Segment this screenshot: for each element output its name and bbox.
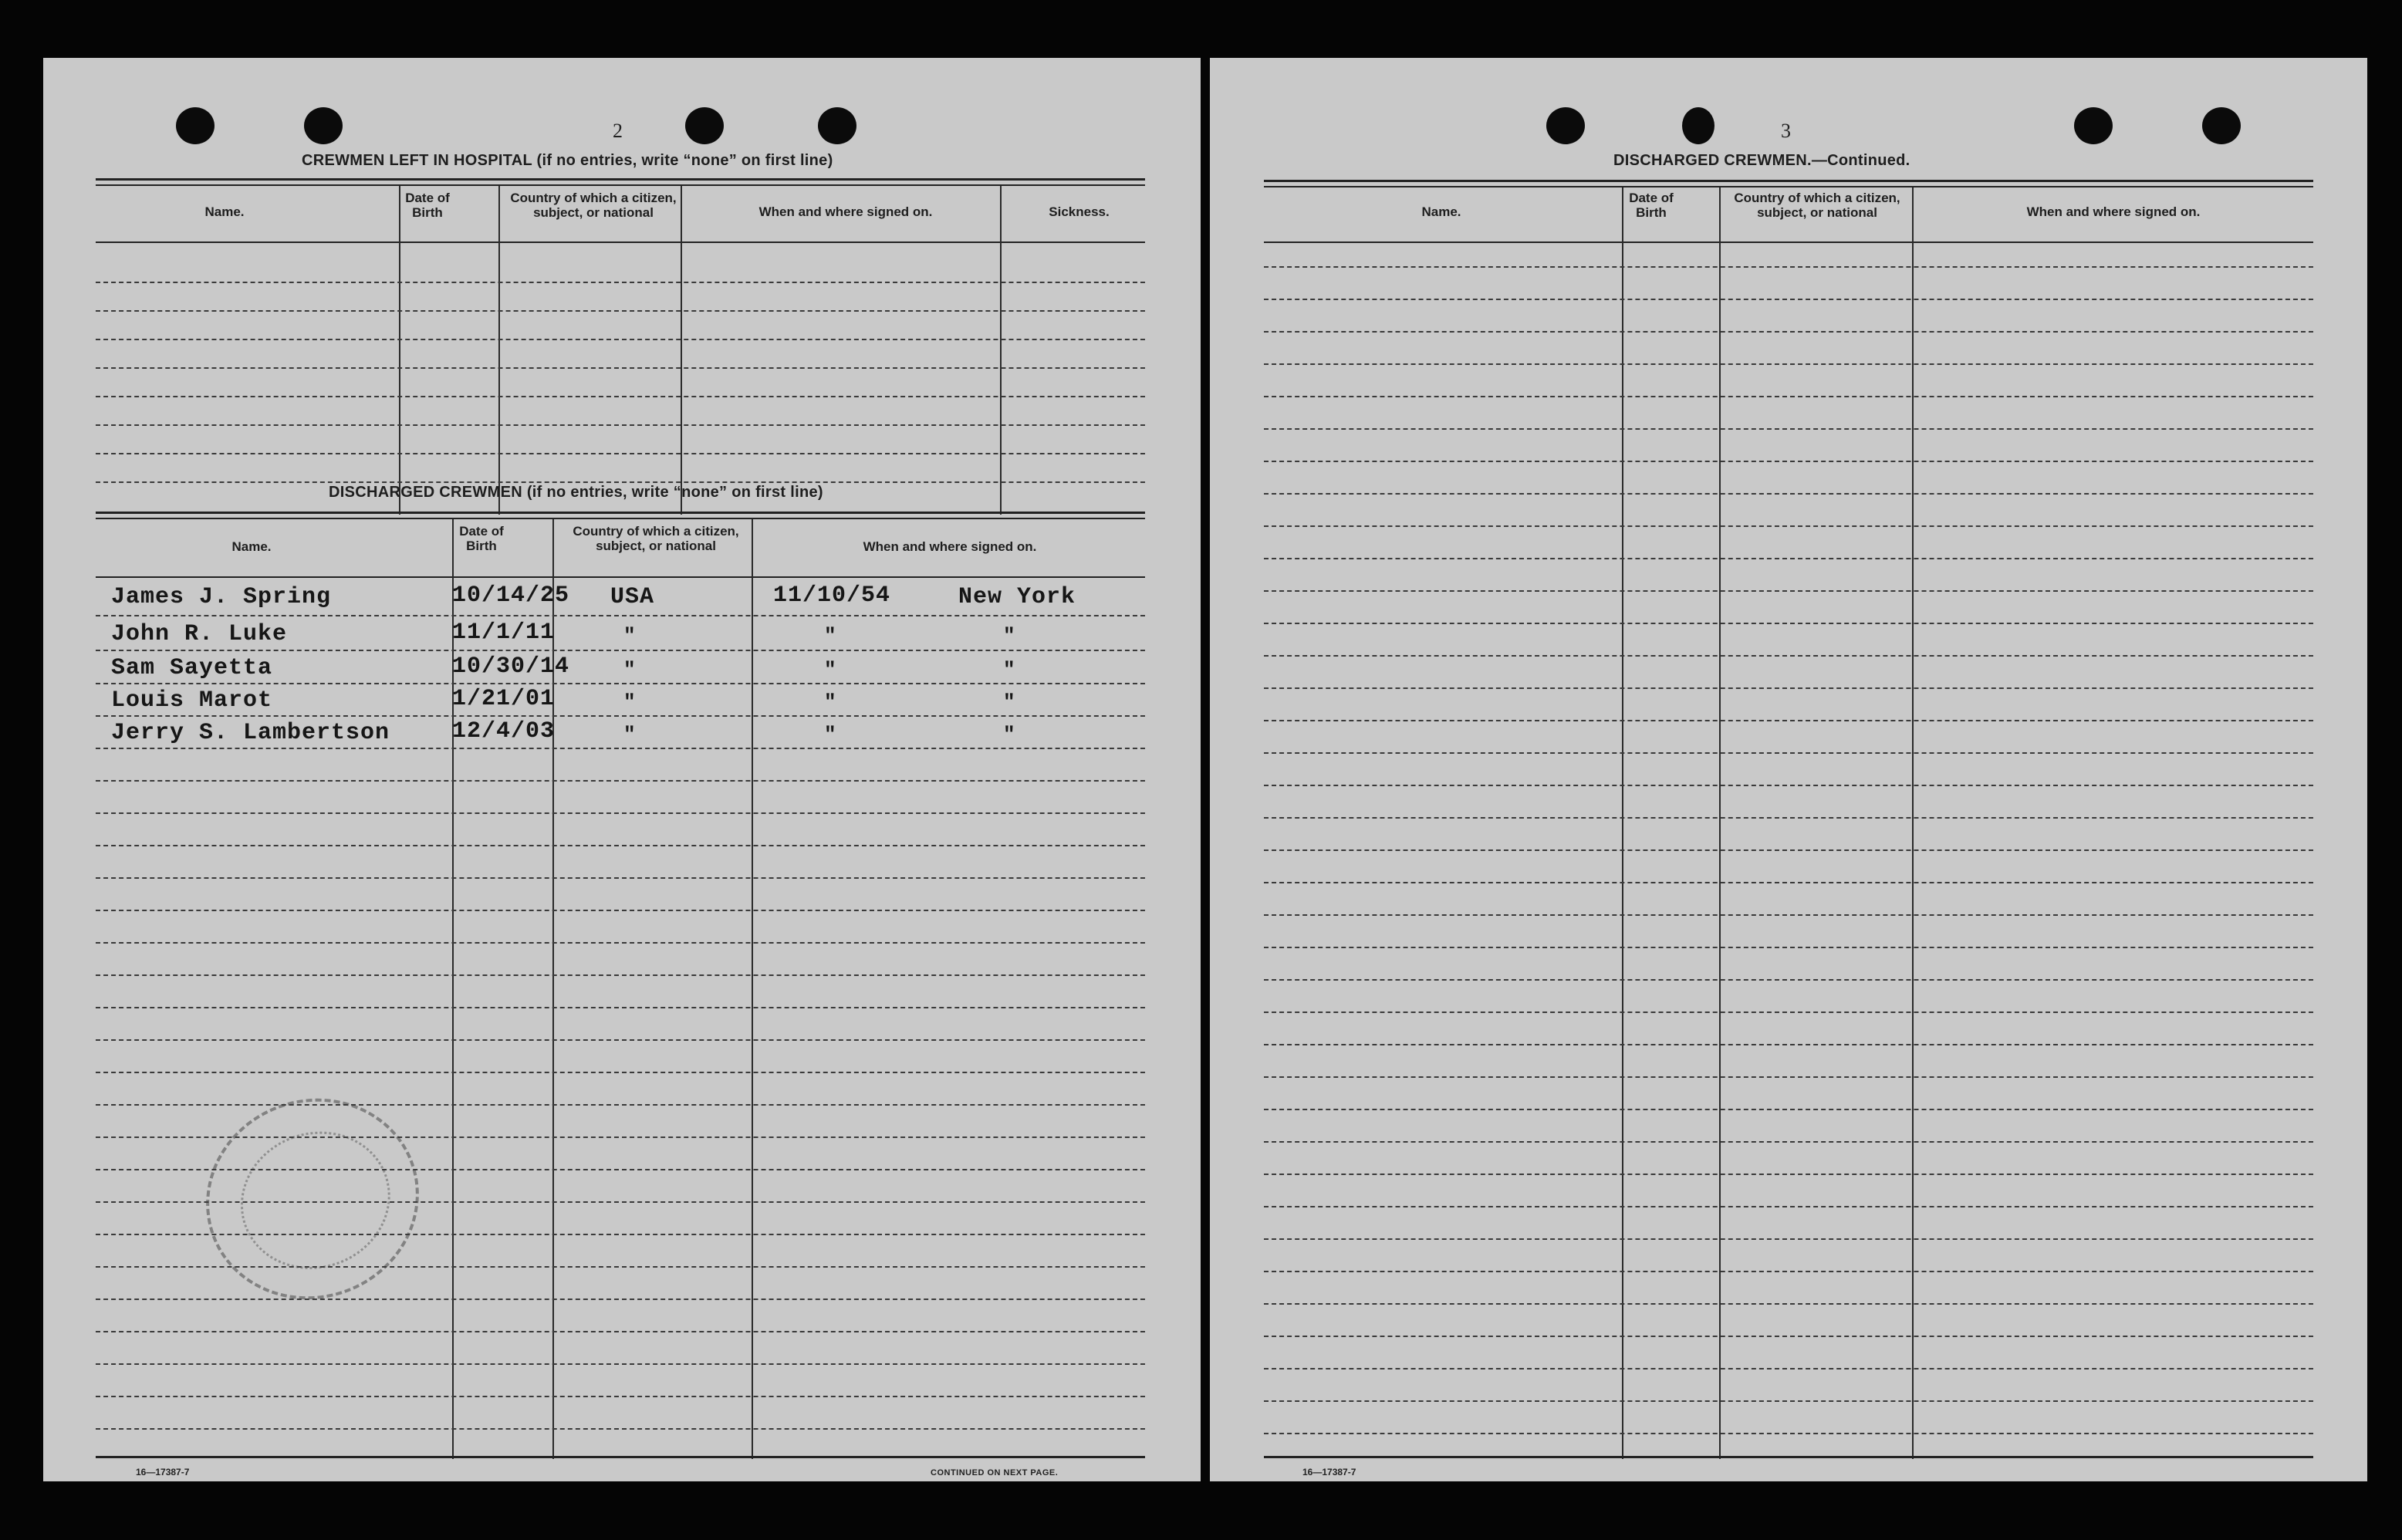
entry-line (1264, 914, 2313, 916)
col-header-country: Country of which a citizen, subject, or national (510, 191, 677, 220)
entry-line (1264, 1011, 2313, 1013)
ditto-mark: " (824, 624, 836, 647)
crew-dob: 12/4/03 (452, 718, 556, 745)
entry-line (96, 453, 1145, 454)
column-divider (1000, 186, 1002, 515)
rule (96, 512, 1145, 514)
form-number: 16—17387-7 (136, 1467, 190, 1478)
ditto-mark: " (1003, 658, 1015, 681)
left-page (43, 58, 1201, 1481)
column-divider (399, 186, 400, 515)
ditto-mark: " (824, 658, 836, 681)
entry-line (96, 942, 1145, 944)
entry-line (1264, 493, 2313, 495)
right-page (1210, 58, 2367, 1481)
entry-line (1264, 623, 2313, 624)
ditto-mark: " (623, 691, 636, 714)
col-header-name: Name. (1421, 204, 1461, 219)
punch-hole (2074, 107, 2113, 144)
entry-line (1264, 1206, 2313, 1207)
entry-line (1264, 396, 2313, 397)
entry-line (96, 1299, 1145, 1300)
entry-line (96, 1428, 1145, 1430)
entry-line (96, 1104, 1145, 1106)
rule (1264, 180, 2313, 182)
ditto-mark: " (824, 691, 836, 714)
entry-line (96, 339, 1145, 340)
crew-dob: 10/30/14 (452, 653, 570, 680)
col-header-dob: Date of Birth (459, 524, 504, 553)
entry-line (1264, 1174, 2313, 1175)
entry-line (1264, 1076, 2313, 1078)
entry-line (1264, 947, 2313, 948)
entry-line (96, 424, 1145, 426)
crew-dob: 10/14/25 (452, 583, 570, 609)
entry-line (96, 683, 1145, 684)
entry-line (1264, 655, 2313, 657)
crew-name: Jerry S. Lambertson (111, 720, 390, 746)
column-divider (1912, 187, 1914, 1459)
col-header-country: Country of which a citizen, subject, or national (1734, 191, 1900, 220)
col-header-signed-on: When and where signed on. (2026, 204, 2201, 219)
entry-line (1264, 1303, 2313, 1305)
rule (96, 178, 1145, 181)
ditto-mark: " (1003, 624, 1015, 647)
crew-dob: 1/21/01 (452, 686, 556, 712)
ditto-mark: " (623, 658, 636, 681)
crew-signed-place: New York (958, 584, 1076, 610)
entry-line (1264, 1141, 2313, 1143)
column-divider (1719, 187, 1721, 1459)
entry-line (1264, 1433, 2313, 1434)
punch-hole (1682, 107, 1715, 144)
entry-line (1264, 590, 2313, 592)
page-number: 3 (1781, 120, 1791, 142)
crew-name: John R. Luke (111, 621, 288, 647)
entry-line (1264, 817, 2313, 819)
entry-line (96, 282, 1145, 283)
form-number: 16—17387-7 (1302, 1467, 1356, 1478)
punch-hole (176, 107, 215, 144)
entry-line (96, 396, 1145, 397)
continued-note: CONTINUED ON NEXT PAGE. (931, 1468, 1059, 1478)
rule (96, 576, 1145, 578)
column-divider (498, 186, 500, 515)
entry-line (96, 367, 1145, 369)
entry-line (1264, 1368, 2313, 1369)
rule (96, 184, 1145, 186)
rule (1264, 186, 2313, 187)
entry-line (1264, 1109, 2313, 1110)
entry-line (96, 845, 1145, 846)
col-header-name: Name. (204, 204, 245, 219)
col-header-signed-on: When and where signed on. (863, 539, 1037, 554)
entry-line (96, 877, 1145, 879)
entry-line (96, 812, 1145, 814)
col-header-dob: Date of Birth (405, 191, 450, 220)
ditto-mark: " (623, 624, 636, 647)
col-header-country: Country of which a citizen, subject, or national (573, 524, 739, 553)
entry-line (1264, 299, 2313, 300)
entry-line (1264, 1271, 2313, 1272)
entry-line (1264, 266, 2313, 268)
crew-country: USA (610, 584, 655, 610)
rule (96, 518, 1145, 519)
rule (1264, 241, 2313, 243)
faded-stamp (177, 1069, 447, 1329)
crew-name: Sam Sayetta (111, 655, 273, 681)
entry-line (1264, 979, 2313, 981)
punch-hole (1546, 107, 1585, 144)
entry-line (96, 715, 1145, 717)
entry-line (96, 481, 1145, 483)
entry-line (1264, 1238, 2313, 1240)
entry-line (96, 748, 1145, 749)
entry-line (96, 1072, 1145, 1073)
hospital-section-title: CREWMEN LEFT IN HOSPITAL (if no entries, write “none” on first line) (302, 152, 833, 169)
right-section-title: DISCHARGED CREWMEN.—Continued. (1613, 152, 1910, 169)
column-divider (752, 519, 753, 1459)
entry-line (1264, 331, 2313, 333)
entry-line (96, 310, 1145, 312)
ditto-mark: " (1003, 723, 1015, 746)
entry-line (1264, 461, 2313, 462)
punch-hole (2202, 107, 2241, 144)
entry-line (1264, 363, 2313, 365)
crew-name: James J. Spring (111, 584, 332, 610)
entry-line (96, 1007, 1145, 1008)
ditto-mark: " (824, 723, 836, 746)
crew-dob: 11/1/11 (452, 620, 556, 646)
entry-line (96, 615, 1145, 616)
page-number: 2 (613, 120, 623, 142)
entry-line (96, 1396, 1145, 1397)
punch-hole (304, 107, 343, 144)
entry-line (1264, 882, 2313, 883)
entry-line (96, 1331, 1145, 1332)
entry-line (1264, 1400, 2313, 1402)
col-header-dob: Date of Birth (1629, 191, 1674, 220)
ditto-mark: " (1003, 691, 1015, 714)
discharged-section-title: DISCHARGED CREWMEN (if no entries, write “none” on first line) (329, 484, 823, 501)
entry-line (1264, 785, 2313, 786)
col-header-sickness: Sickness. (1049, 204, 1110, 219)
col-header-name: Name. (231, 539, 272, 554)
entry-line (96, 780, 1145, 782)
entry-line (1264, 1336, 2313, 1337)
ditto-mark: " (623, 723, 636, 746)
entry-line (1264, 720, 2313, 721)
entry-line (1264, 558, 2313, 559)
punch-hole (685, 107, 724, 144)
entry-line (1264, 849, 2313, 851)
entry-line (1264, 1044, 2313, 1045)
entry-line (96, 1363, 1145, 1365)
col-header-signed-on: When and where signed on. (758, 204, 933, 219)
entry-line (1264, 687, 2313, 689)
entry-line (1264, 752, 2313, 754)
crew-name: Louis Marot (111, 687, 273, 714)
rule (96, 1456, 1145, 1458)
rule (96, 241, 1145, 243)
entry-line (96, 1039, 1145, 1041)
rule (1264, 1456, 2313, 1458)
entry-line (1264, 428, 2313, 430)
entry-line (1264, 525, 2313, 527)
column-divider (681, 186, 682, 515)
entry-line (96, 910, 1145, 911)
column-divider (1622, 187, 1623, 1459)
crew-signed-date: 11/10/54 (773, 583, 891, 609)
entry-line (96, 650, 1145, 651)
punch-hole (818, 107, 856, 144)
entry-line (96, 974, 1145, 976)
